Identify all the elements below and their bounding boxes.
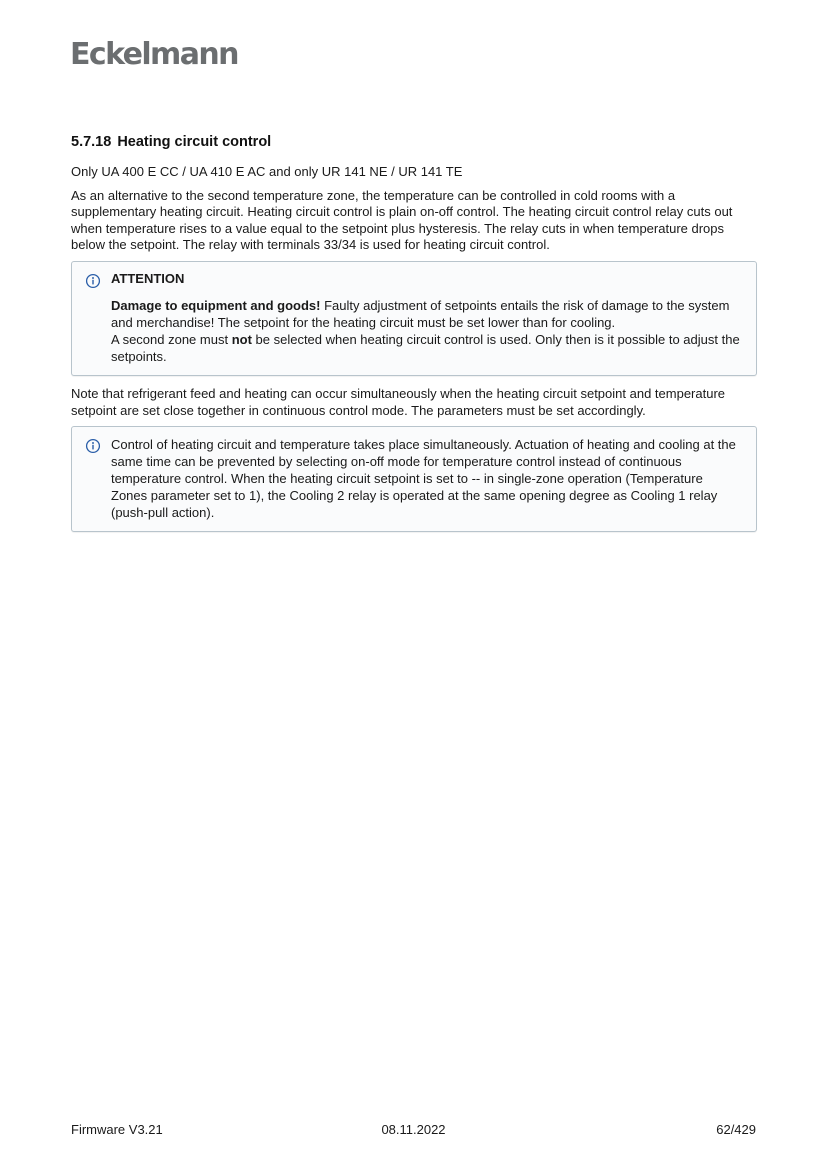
info-body: [111, 436, 742, 521]
attention-lead: Damage to equipment and goods!: [111, 298, 321, 313]
company-logo: Eckelmann: [70, 37, 238, 72]
attention-text-1-rest: Faulty adjustment of setpoints entails the risk of damage to the system and merchandise! The setpoint for the heating circuit must be set lower than for cooling.: [111, 298, 730, 330]
info-text: Control of heating circuit and temperature takes place simultaneously. Actuation of heating and cooling at the same time can be prevented by selecting on-off mode for temperature control instead of continuous temperature control. When the heating circuit setpoint is set to -- in single-zone operation (Temperature Zones parameter set to 1), the Cooling 2 relay is operated at the same opening degree as Cooling 1 relay (push-pull action).: [111, 437, 736, 520]
attention-text-2: [111, 331, 742, 365]
attention-body: [111, 271, 742, 366]
info-box: [71, 426, 757, 532]
attention-box: [71, 261, 757, 377]
attention-text-2-pre: A second zone must: [111, 332, 232, 347]
info-circle-icon: [85, 273, 101, 289]
footer-page-number: 62/429: [716, 1122, 756, 1137]
applicability-note: Only UA 400 E CC / UA 410 E AC and only UR 141 NE / UR 141 TE: [71, 164, 463, 179]
info-circle-icon: [85, 438, 101, 454]
section-heading: [71, 133, 757, 151]
page-content: [71, 133, 757, 542]
intro-paragraph: As an alternative to the second temperature zone, the temperature can be controlled in cold rooms with a supplementary heating circuit. Heating circuit control is plain on-off control. The heating circuit control relay cuts out when temperature rises to a value equal to the setpoint plus hysteresis. The relay cuts in when temperature drops below the setpoint. The relay with terminals 33/34 is used for heating circuit control.: [71, 187, 733, 252]
attention-title: ATTENTION: [111, 270, 185, 286]
note-paragraph: Note that refrigerant feed and heating can occur simultaneously when the heating circuit setpoint and temperature setpoint are set close together in continuous control mode. The parameters must be set accordingly.: [71, 386, 726, 418]
footer-date: 08.11.2022: [381, 1122, 446, 1137]
section-title: Heating circuit control: [117, 134, 272, 150]
attention-text-2-post: be selected when heating circuit control is used. Only then is it possible to adjust the setpoints.: [111, 332, 740, 364]
section-number: 5.7.18: [71, 134, 112, 150]
attention-text-2-bold: not: [231, 332, 252, 347]
attention-text-1: [111, 297, 742, 331]
footer-firmware: Firmware V3.21: [71, 1122, 163, 1137]
